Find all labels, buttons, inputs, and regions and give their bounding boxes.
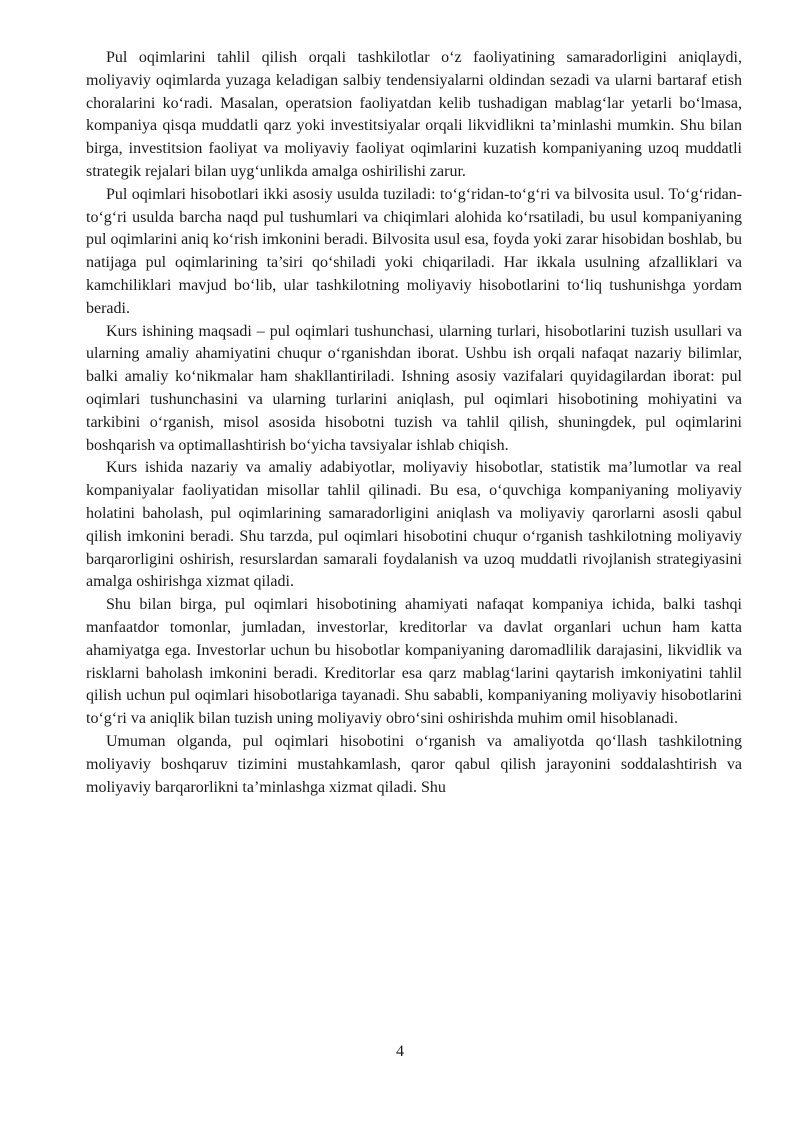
paragraph-reporting-methods: Pul oqimlari hisobotlari ikki asosiy usulda tuziladi: to‘g‘ridan-to‘g‘ri va bilvosita usul. To‘g‘ridan-to‘g‘ri usulda barcha naqd pul tushumlari va chiqimlari alohida ko‘rsatiladi, bu usul kompaniyaning pul oqimlarini aniq ko‘rish imkonini beradi. Bilvosita usul esa, foyda yoki zarar hisobidan boshlab, bu natijaga pul oqimlarining ta’siri qo‘shiladi yoki chiqariladi. Har ikkala usulning afzalliklari va kamchiliklari mavjud bo‘lib, ular tashkilotning moliyaviy hisobotlarini to‘liq tushunishga yordam beradi.: [86, 185, 742, 317]
paragraph-course-goal: Kurs ishining maqsadi – pul oqimlari tushunchasi, ularning turlari, hisobotlarini tuzish usullari va ularning amaliy ahamiyatini chuqur o‘rganishdan iborat. Ushbu ish orqali nafaqat nazariy bilimlar, balki amaliy ko‘nikmalar ham shakllantiriladi. Ishning asosiy vazifalari quyidagilardan iborat: pul oqimlari tushunchasini va ularning turlarini aniqlash, pul oqimlari hisobotining mohiyatini va tarkibini o‘rganish, misol asosida hisobotni tuzish va tahlil qilish, shuningdek, pul oqimlarini boshqarish va optimallashtirish bo‘yicha tavsiyalar ishlab chiqish.: [86, 322, 742, 454]
paragraph-cash-flow-analysis: Pul oqimlarini tahlil qilish orqali tashkilotlar o‘z faoliyatining samaradorligini aniqlaydi, moliyaviy oqimlarda yuzaga keladigan salbiy tendensiyalarni oldindan sezadi va ularni bartaraf etish choralarini ko‘radi. Masalan, operatsion faoliyatdan kelib tushadigan mablag‘lar yetarli bo‘lmasa, kompaniya qisqa muddatli qarz yoki investitsiyalar orqali likvidlikni ta’minlashi mumkin. Shu bilan birga, investitsion faoliyat va moliyaviy faoliyat oqimlarini kuzatish kompaniyaning uzoq muddatli strategik rejalari bilan uyg‘unlikda amalga oshirilishi zarur.: [86, 49, 742, 180]
page-number: 4: [396, 1043, 404, 1060]
paragraph-course-sources: Kurs ishida nazariy va amaliy adabiyotlar, moliyaviy hisobotlar, statistik ma’lumotlar va real kompaniyalar faoliyatidan misollar tahlil qilinadi. Bu esa, o‘quvchiga kompaniyaning moliyaviy holatini baholash, pul oqimlarining samaradorligini aniqlash va moliyaviy qarorlarni asosli qabul qilish imkonini beradi. Shu tarzda, pul oqimlari hisobotini chuqur o‘rganish tashkilotning moliyaviy barqarorligini oshirish, resurslardan samarali foydalanish va uzoq muddatli rivojlanish strategiyasini amalga oshirishga xizmat qiladi.: [86, 459, 742, 591]
paragraph-conclusion: Umuman olganda, pul oqimlari hisobotini o‘rganish va amaliyotda qo‘llash tashkilotning moliyaviy boshqaruv tizimini mustahkamlash, qaror qabul qilish jarayonini soddalashtirish va moliyaviy barqarorlikni ta’minlashga xizmat qiladi. Shu: [86, 732, 742, 796]
document-page: [86, 47, 742, 799]
paragraph-external-stakeholders: Shu bilan birga, pul oqimlari hisobotining ahamiyati nafaqat kompaniya ichida, balki tashqi manfaatdor tomonlar, jumladan, investorlar, kreditorlar va davlat organlari uchun ham katta ahamiyatga ega. Investorlar uchun bu hisobotlar kompaniyaning daromadlilik darajasini, likvidlik va risklarni baholash imkonini beradi. Kreditorlar esa qarz mablag‘larini qaytarish imkoniyatini tahlil qilish uchun pul oqimlari hisobotlariga tayanadi. Shu sababli, kompaniyaning moliyaviy hisobotlarini to‘g‘ri va aniqlik bilan tuzish uning moliyaviy obro‘sini oshirishda muhim omil hisoblanadi.: [86, 596, 742, 728]
